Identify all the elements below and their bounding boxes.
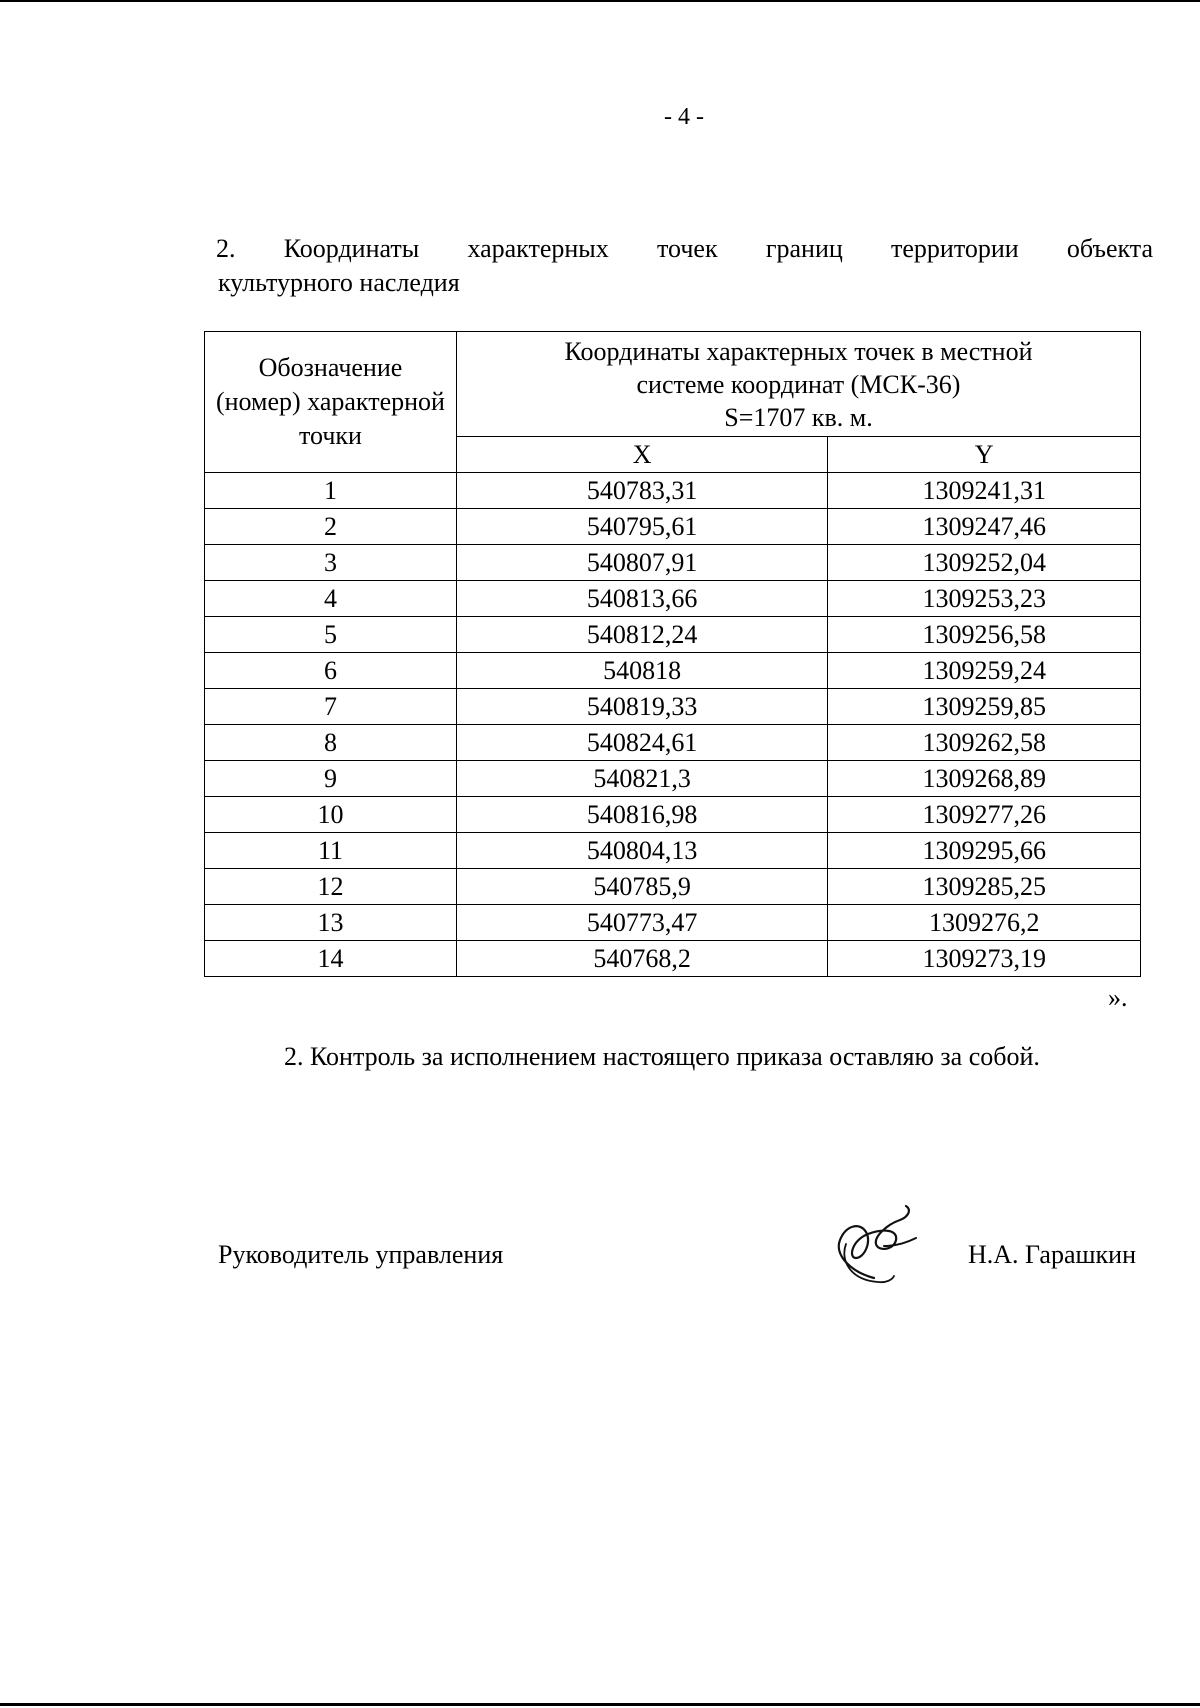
table-row xyxy=(205,941,1141,977)
point-x: 540768,2 xyxy=(456,941,827,977)
point-number: 14 xyxy=(205,941,457,977)
point-x: 540824,61 xyxy=(456,725,827,761)
point-number: 8 xyxy=(205,725,457,761)
header-coordinates xyxy=(456,332,1140,437)
point-number: 3 xyxy=(205,545,457,581)
page-number: - 4 - xyxy=(664,104,704,130)
page-top-edge xyxy=(0,0,1200,2)
point-number: 13 xyxy=(205,905,457,941)
point-x: 540818 xyxy=(456,653,827,689)
point-y: 1309295,66 xyxy=(828,833,1141,869)
table-header-row xyxy=(205,332,1141,437)
control-paragraph: 2. Контроль за исполнением настоящего приказа оставляю за собой. xyxy=(284,1042,1040,1071)
table-row xyxy=(205,689,1141,725)
section-heading-line2: культурного наследия xyxy=(218,268,460,297)
point-number: 5 xyxy=(205,617,457,653)
table-row xyxy=(205,761,1141,797)
point-number: 4 xyxy=(205,581,457,617)
header-y: Y xyxy=(828,437,1141,473)
point-x: 540785,9 xyxy=(456,869,827,905)
closing-quote: ». xyxy=(1108,983,1128,1012)
signer-position: Руководитель управления xyxy=(218,1240,504,1269)
table-row xyxy=(205,509,1141,545)
section-title-word: границ xyxy=(765,234,843,263)
signer-name: Н.А. Гарашкин xyxy=(968,1240,1136,1269)
point-y: 1309256,58 xyxy=(828,617,1141,653)
table-row xyxy=(205,833,1141,869)
section-heading xyxy=(218,232,1153,300)
section-title-word: объекта xyxy=(1066,234,1153,263)
point-x: 540821,3 xyxy=(456,761,827,797)
coordinates-table xyxy=(204,331,1141,977)
point-y: 1309259,85 xyxy=(828,689,1141,725)
header-coords-line1: Координаты характерных точек в местной xyxy=(564,337,1033,366)
point-number: 1 xyxy=(205,473,457,509)
table-row xyxy=(205,797,1141,833)
point-x: 540804,13 xyxy=(456,833,827,869)
point-y: 1309285,25 xyxy=(828,869,1141,905)
point-y: 1309241,31 xyxy=(828,473,1141,509)
point-x: 540816,98 xyxy=(456,797,827,833)
point-x: 540819,33 xyxy=(456,689,827,725)
header-designation xyxy=(205,332,457,473)
table-row xyxy=(205,869,1141,905)
header-coords-line2: системе координат (МСК-36) xyxy=(636,370,961,399)
table-row xyxy=(205,617,1141,653)
table-row xyxy=(205,581,1141,617)
point-number: 6 xyxy=(205,653,457,689)
point-number: 2 xyxy=(205,509,457,545)
point-y: 1309268,89 xyxy=(828,761,1141,797)
section-heading-line1 xyxy=(218,232,1153,266)
point-y: 1309252,04 xyxy=(828,545,1141,581)
table-row xyxy=(205,725,1141,761)
point-number: 11 xyxy=(205,833,457,869)
handwritten-signature xyxy=(826,1200,926,1290)
point-number: 7 xyxy=(205,689,457,725)
section-title-word: территории xyxy=(891,234,1019,263)
section-title-word: Координаты xyxy=(283,234,420,263)
table-row xyxy=(205,905,1141,941)
point-x: 540813,66 xyxy=(456,581,827,617)
point-x: 540812,24 xyxy=(456,617,827,653)
point-x: 540783,31 xyxy=(456,473,827,509)
header-area: S=1707 кв. м. xyxy=(724,403,873,432)
point-y: 1309276,2 xyxy=(828,905,1141,941)
point-x: 540795,61 xyxy=(456,509,827,545)
point-y: 1309247,46 xyxy=(828,509,1141,545)
point-y: 1309259,24 xyxy=(828,653,1141,689)
point-y: 1309277,26 xyxy=(828,797,1141,833)
point-y: 1309262,58 xyxy=(828,725,1141,761)
point-y: 1309273,19 xyxy=(828,941,1141,977)
section-title-word: точек xyxy=(656,234,718,263)
section-title-word: характерных xyxy=(467,234,609,263)
point-number: 12 xyxy=(205,869,457,905)
point-y: 1309253,23 xyxy=(828,581,1141,617)
point-x: 540807,91 xyxy=(456,545,827,581)
table-row xyxy=(205,653,1141,689)
table-row xyxy=(205,545,1141,581)
table-row xyxy=(205,473,1141,509)
point-number: 10 xyxy=(205,797,457,833)
header-x: X xyxy=(456,437,827,473)
header-designation-text: Обозначение (номер) характерной точки xyxy=(215,353,445,450)
point-x: 540773,47 xyxy=(456,905,827,941)
point-number: 9 xyxy=(205,761,457,797)
section-number: 2. xyxy=(216,234,236,263)
page-bottom-edge xyxy=(0,1703,1200,1706)
